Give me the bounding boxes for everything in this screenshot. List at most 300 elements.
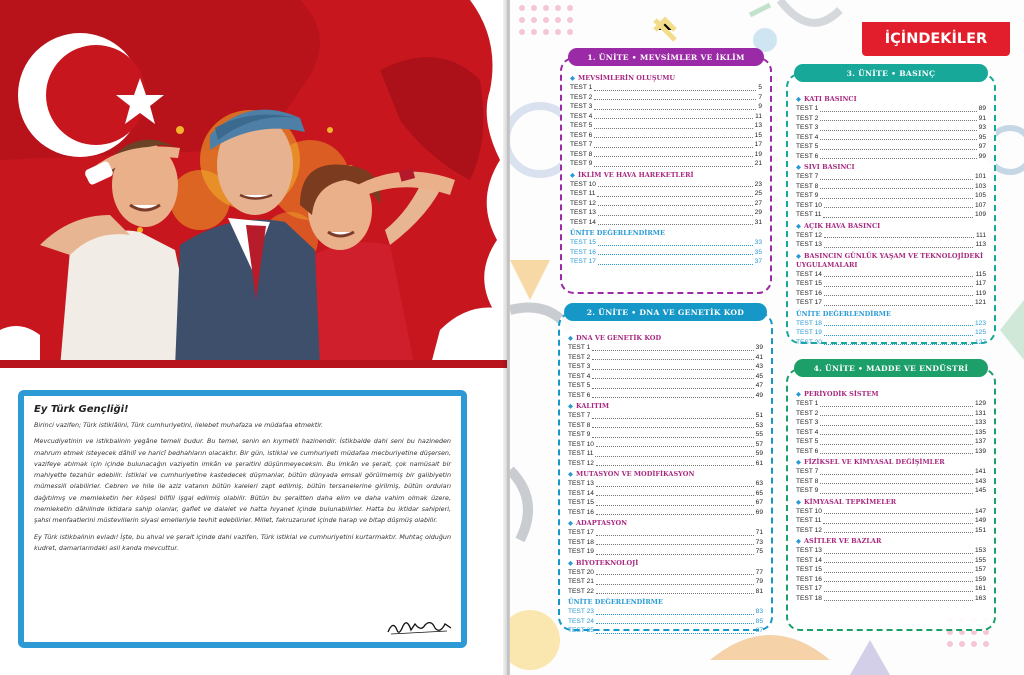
section-title-text: ÜNİTE DEĞERLENDİRME	[796, 309, 891, 318]
toc-entry[interactable]	[570, 140, 762, 150]
section-title	[570, 171, 762, 180]
dot-leader	[592, 388, 753, 389]
toc-entry[interactable]	[570, 150, 762, 160]
dot-leader	[592, 350, 753, 351]
page-number: 109	[974, 211, 986, 218]
toc-entry[interactable]	[796, 152, 986, 162]
page-number: 121	[974, 299, 986, 306]
toc-entry[interactable]	[568, 547, 763, 557]
toc-entry[interactable]	[796, 486, 986, 496]
page-number: 71	[755, 529, 763, 536]
test-label: TEST 2	[568, 353, 591, 361]
page-number: 131	[974, 409, 986, 417]
test-label: TEST 6	[796, 152, 819, 160]
dot-leader	[596, 574, 754, 575]
toc-entry[interactable]	[568, 498, 763, 508]
test-label: TEST 13	[568, 480, 594, 487]
dot-leader	[598, 205, 753, 206]
toc-entry[interactable]	[568, 372, 763, 382]
toc-entry[interactable]	[796, 428, 986, 438]
dot-leader	[820, 130, 976, 131]
toc-entry[interactable]	[568, 449, 763, 459]
page-number: 7	[758, 93, 762, 101]
dot-leader	[594, 137, 752, 138]
toc-entry[interactable]	[568, 459, 763, 469]
page-number: 93	[978, 124, 986, 131]
page-number: 59	[755, 450, 763, 457]
unit-3-block	[786, 64, 996, 344]
toc-entry[interactable]	[570, 93, 762, 103]
test-label: TEST 5	[570, 122, 593, 129]
page-number: 43	[755, 363, 763, 370]
page-number: 135	[974, 428, 986, 436]
toc-entry[interactable]	[570, 248, 762, 258]
toc-entry[interactable]	[796, 594, 986, 604]
toc-entry[interactable]	[796, 240, 986, 250]
page-number: 157	[974, 566, 986, 573]
test-label: TEST 15	[570, 239, 596, 246]
toc-entry[interactable]	[796, 279, 986, 289]
dot-leader	[820, 406, 973, 407]
speech-box	[18, 390, 467, 648]
unit-1-header: 1. ÜNİTE • MEVSİMLER VE İKLİM	[568, 48, 764, 66]
page-number: 65	[755, 489, 763, 497]
dot-leader	[824, 207, 973, 208]
test-label: TEST 2	[796, 409, 819, 417]
left-page	[0, 0, 507, 675]
dot-leader	[820, 158, 976, 159]
dot-leader	[594, 109, 756, 110]
section-title-text: AÇIK HAVA BASINCI	[804, 221, 881, 230]
toc-entry[interactable]	[796, 546, 986, 556]
page-number: 89	[978, 105, 986, 112]
test-label: TEST 18	[796, 319, 822, 327]
page-number: 119	[975, 289, 986, 297]
test-label: TEST 8	[570, 150, 593, 158]
dot-leader	[592, 437, 753, 438]
dot-leader	[820, 188, 973, 189]
test-label: TEST 2	[796, 114, 819, 122]
section-title	[568, 598, 763, 607]
page-number: 137	[974, 438, 986, 445]
dot-leader	[596, 544, 754, 545]
page-number: 99	[978, 152, 986, 160]
section-title	[796, 458, 986, 467]
dot-leader	[596, 495, 754, 496]
page-number: 101	[974, 173, 986, 180]
section-title-text: KİMYASAL TEPKİMELER	[804, 497, 897, 506]
diamond-bullet-icon: ◆	[568, 519, 573, 527]
section-title-text: BİYOTEKNOLOJİ	[576, 558, 639, 567]
toc-entry[interactable]	[796, 114, 986, 124]
test-label: TEST 8	[796, 182, 819, 190]
section-title	[568, 470, 763, 479]
toc-entry[interactable]	[796, 142, 986, 152]
dot-leader	[820, 139, 976, 140]
test-label: TEST 10	[796, 201, 822, 209]
diamond-bullet-icon: ◆	[568, 470, 573, 478]
toc-entry[interactable]	[568, 587, 763, 597]
toc-entry[interactable]	[570, 199, 762, 209]
page-number: 5	[758, 84, 762, 91]
toc-entry[interactable]	[570, 189, 762, 199]
dot-leader	[598, 254, 753, 255]
toc-entry[interactable]	[570, 218, 762, 228]
dot-leader	[820, 483, 973, 484]
toc-entry[interactable]	[570, 257, 762, 267]
dot-leader	[823, 217, 973, 218]
section-title	[796, 95, 986, 104]
test-label: TEST 24	[568, 617, 594, 625]
dot-leader	[824, 572, 973, 573]
dot-leader	[820, 149, 976, 150]
dot-leader	[596, 633, 754, 634]
toc-entry[interactable]	[796, 565, 986, 575]
page-number: 53	[755, 421, 763, 429]
test-label: TEST 6	[568, 391, 591, 399]
diamond-bullet-icon: ◆	[796, 221, 801, 230]
toc-entry[interactable]	[570, 112, 762, 122]
toc-entry[interactable]	[796, 575, 986, 585]
page-number: 115	[975, 270, 986, 278]
test-label: TEST 17	[796, 585, 822, 592]
section-title-text: ÜNİTE DEĞERLENDİRME	[568, 598, 663, 606]
dot-leader	[596, 593, 754, 594]
toc-entry[interactable]	[796, 328, 986, 338]
dot-leader	[824, 247, 974, 248]
test-label: TEST 1	[796, 400, 819, 407]
section-title	[568, 334, 763, 343]
diamond-bullet-icon: ◆	[796, 251, 801, 260]
page-number: 51	[755, 412, 763, 419]
test-label: TEST 15	[796, 280, 822, 287]
test-label: TEST 2	[570, 93, 593, 101]
section-title-text: İKLİM VE HAVA HAREKETLERİ	[578, 170, 694, 179]
test-label: TEST 3	[796, 124, 819, 131]
toc-entry[interactable]	[570, 238, 762, 248]
page-number: 91	[978, 114, 986, 122]
page-number: 31	[754, 218, 762, 226]
toc-entry[interactable]	[796, 210, 986, 220]
page-number: 21	[754, 160, 762, 167]
page-number: 113	[975, 241, 986, 248]
dot-leader	[820, 198, 973, 199]
page-number: 145	[974, 487, 986, 494]
diamond-bullet-icon: ◆	[796, 390, 801, 398]
test-label: TEST 14	[796, 270, 822, 278]
section-title-text: KATI BASINCI	[804, 95, 857, 103]
page-number: 161	[974, 585, 986, 592]
dot-leader	[596, 623, 754, 624]
test-label: TEST 6	[570, 131, 593, 139]
toc-entry[interactable]	[568, 479, 763, 489]
section-title	[796, 252, 986, 270]
toc-entry[interactable]	[796, 556, 986, 566]
unit-4-content	[796, 388, 986, 603]
toc-entry[interactable]	[796, 123, 986, 133]
section-title-text: ASİTLER VE BAZLAR	[804, 537, 882, 545]
toc-entry[interactable]	[796, 319, 986, 329]
toc-entry[interactable]	[568, 538, 763, 548]
section-title	[796, 310, 986, 319]
page-number: 83	[755, 608, 763, 615]
section-title-text: ÜNİTE DEĞERLENDİRME	[570, 229, 665, 237]
dot-leader	[594, 128, 752, 129]
toc-entry[interactable]	[796, 516, 986, 526]
dot-leader	[595, 456, 753, 457]
test-label: TEST 22	[568, 587, 594, 595]
test-label: TEST 8	[796, 477, 819, 485]
test-label: TEST 19	[796, 329, 822, 336]
dot-leader	[820, 453, 973, 454]
test-label: TEST 25	[568, 627, 594, 634]
toc-entry[interactable]	[796, 437, 986, 447]
dot-leader	[592, 418, 753, 419]
test-label: TEST 13	[570, 209, 596, 216]
unit-2-block	[558, 303, 773, 634]
toc-entry[interactable]	[568, 430, 763, 440]
page-number: 13	[754, 122, 762, 129]
page-number: 11	[755, 112, 762, 120]
dot-leader	[823, 523, 973, 524]
toc-entry[interactable]	[568, 607, 763, 617]
dot-leader	[596, 514, 754, 515]
section-title-text: SIVI BASINCI	[804, 163, 855, 171]
page-number: 35	[754, 248, 762, 256]
section-title-text: PERİYODİK SİSTEM	[804, 390, 879, 398]
toc-entry[interactable]	[568, 508, 763, 518]
section-title-text: KALITIM	[576, 402, 610, 410]
test-label: TEST 11	[570, 190, 596, 197]
toc-entry[interactable]	[796, 104, 986, 114]
diamond-bullet-icon: ◆	[568, 334, 573, 342]
test-label: TEST 10	[568, 440, 594, 448]
test-label: TEST 1	[570, 84, 593, 91]
toc-entry[interactable]	[568, 577, 763, 587]
test-label: TEST 5	[796, 143, 819, 150]
toc-entry[interactable]	[796, 399, 986, 409]
table-of-contents-title: İÇİNDEKİLER	[862, 22, 1010, 56]
page-number: 17	[754, 141, 762, 148]
section-title-text: BASINCIN GÜNLÜK YAŞAM VE TEKNOLOJİDEKİ UYGULAMALARI	[796, 251, 983, 269]
toc-entry[interactable]	[796, 467, 986, 477]
test-label: TEST 11	[796, 211, 822, 218]
toc-entry[interactable]	[796, 507, 986, 517]
dot-leader	[820, 493, 973, 494]
toc-entry[interactable]	[796, 270, 986, 280]
toc-entry[interactable]	[568, 626, 763, 636]
test-label: TEST 17	[570, 258, 596, 265]
test-label: TEST 14	[568, 489, 594, 497]
toc-entry[interactable]	[568, 411, 763, 421]
toc-entry[interactable]	[568, 528, 763, 538]
section-title-text: MEVSİMLERİN OLUŞUMU	[578, 74, 676, 82]
test-label: TEST 5	[796, 438, 819, 445]
section-title	[796, 537, 986, 546]
toc-entry[interactable]	[796, 338, 986, 348]
test-label: TEST 8	[568, 421, 591, 429]
toc-entry[interactable]	[570, 180, 762, 190]
page-number: 123	[974, 319, 986, 327]
toc-entry[interactable]	[796, 289, 986, 299]
speech-paragraph: Ey Türk istikbalinin evladı! İşte, bu ahval ve şerait içinde dahi vazifen, Türk istiklal ve cumhuriyetini kurtarmaktır. Muhtaç olduğun kudret, damarlarındaki asil kanda mevcuttur.	[34, 532, 451, 552]
toc-entry[interactable]	[568, 343, 763, 353]
toc-entry[interactable]	[796, 133, 986, 143]
page-number: 159	[974, 575, 986, 583]
dot-leader	[594, 156, 752, 157]
page-number: 67	[755, 499, 763, 506]
dot-leader	[824, 335, 973, 336]
page-number: 103	[974, 182, 986, 190]
diamond-bullet-icon: ◆	[796, 163, 801, 171]
dot-leader	[824, 591, 973, 592]
test-label: TEST 1	[568, 344, 591, 351]
dot-leader	[820, 444, 973, 445]
dot-leader	[594, 166, 752, 167]
dot-leader	[824, 513, 973, 514]
dot-leader	[824, 562, 973, 563]
page-number: 45	[755, 372, 763, 380]
section-title-text: FİZİKSEL VE KİMYASAL DEĞİŞİMLER	[804, 458, 945, 466]
test-label: TEST 10	[570, 180, 596, 188]
dot-leader	[596, 446, 754, 447]
test-label: TEST 9	[570, 160, 593, 167]
page-number: 85	[755, 617, 763, 625]
section-title	[796, 163, 986, 172]
toc-entry[interactable]	[568, 617, 763, 627]
dot-leader	[820, 434, 973, 435]
unit-3-header: 3. ÜNİTE • BASINÇ	[794, 64, 988, 82]
dot-leader	[598, 264, 753, 265]
dot-leader	[594, 147, 752, 148]
dot-leader	[597, 196, 752, 197]
toc-entry[interactable]	[796, 477, 986, 487]
page-number: 23	[754, 180, 762, 188]
toc-entry[interactable]	[796, 191, 986, 201]
test-label: TEST 12	[796, 526, 822, 534]
toc-entry[interactable]	[796, 447, 986, 457]
test-label: TEST 19	[568, 548, 594, 555]
page-number: 15	[754, 131, 762, 139]
test-label: TEST 20	[568, 568, 594, 576]
dot-leader	[592, 427, 753, 428]
dot-leader	[824, 276, 974, 277]
toc-entry[interactable]	[568, 568, 763, 578]
test-label: TEST 3	[568, 363, 591, 370]
test-label: TEST 14	[570, 218, 596, 226]
dot-leader	[596, 486, 754, 487]
toc-entry[interactable]	[796, 201, 986, 211]
dot-leader	[820, 111, 976, 112]
section-title	[796, 390, 986, 399]
toc-entry[interactable]	[568, 362, 763, 372]
dot-leader	[594, 99, 756, 100]
page-number: 163	[974, 594, 986, 602]
page-number: 79	[755, 578, 763, 585]
toc-entry[interactable]	[570, 159, 762, 169]
toc-entry[interactable]	[796, 182, 986, 192]
dot-leader	[598, 224, 753, 225]
toc-entry[interactable]	[796, 231, 986, 241]
unit-2-content	[568, 332, 763, 636]
unit-1-block	[560, 48, 772, 294]
toc-entry[interactable]	[568, 381, 763, 391]
dot-leader	[596, 535, 754, 536]
page-number: 133	[974, 419, 986, 426]
toc-entry[interactable]	[568, 391, 763, 401]
page-number: 127	[974, 338, 986, 346]
page-number: 95	[978, 133, 986, 141]
toc-entry[interactable]	[570, 121, 762, 131]
toc-entry[interactable]	[796, 409, 986, 419]
toc-entry[interactable]	[796, 526, 986, 536]
unit-3-content	[796, 93, 986, 347]
toc-entry[interactable]	[570, 131, 762, 141]
page-number: 41	[755, 353, 763, 361]
dot-leader	[820, 120, 976, 121]
toc-entry[interactable]	[570, 83, 762, 93]
test-label: TEST 12	[570, 199, 596, 207]
toc-entry[interactable]	[568, 489, 763, 499]
dot-leader	[820, 415, 973, 416]
dot-leader	[824, 286, 974, 287]
unit-1-content	[570, 72, 762, 267]
test-label: TEST 9	[796, 192, 819, 199]
page-number: 49	[755, 391, 763, 399]
test-label: TEST 4	[796, 133, 819, 141]
toc-entry[interactable]	[570, 102, 762, 112]
dot-leader	[598, 186, 753, 187]
test-label: TEST 11	[796, 517, 822, 524]
toc-entry[interactable]	[568, 353, 763, 363]
page-number: 151	[974, 526, 986, 534]
page-number: 97	[978, 143, 986, 150]
diamond-bullet-icon: ◆	[570, 170, 575, 179]
toc-entry[interactable]	[568, 440, 763, 450]
dot-leader	[824, 553, 973, 554]
page-number: 81	[755, 587, 763, 595]
toc-entry[interactable]	[570, 208, 762, 218]
dot-leader	[592, 359, 753, 360]
test-label: TEST 5	[568, 382, 591, 389]
section-title-text: ADAPTASYON	[576, 519, 628, 527]
test-label: TEST 12	[568, 459, 594, 467]
toc-entry[interactable]	[796, 172, 986, 182]
test-label: TEST 15	[796, 566, 822, 573]
diamond-bullet-icon: ◆	[568, 402, 573, 410]
diamond-bullet-icon: ◆	[796, 537, 801, 545]
dot-leader	[598, 215, 753, 216]
page-number: 77	[755, 568, 763, 576]
dot-leader	[594, 90, 756, 91]
toc-entry[interactable]	[796, 584, 986, 594]
page-number: 111	[975, 231, 986, 239]
toc-entry[interactable]	[796, 418, 986, 428]
dot-leader	[824, 295, 974, 296]
test-label: TEST 12	[796, 231, 822, 239]
test-label: TEST 7	[796, 173, 819, 180]
toc-entry[interactable]	[568, 421, 763, 431]
dot-leader	[824, 600, 973, 601]
page-number: 47	[755, 382, 763, 389]
page-number: 73	[755, 538, 763, 546]
test-label: TEST 10	[796, 507, 822, 515]
section-title	[568, 402, 763, 411]
page-number: 39	[755, 344, 763, 351]
page-number: 155	[974, 556, 986, 564]
dot-leader	[824, 532, 973, 533]
toc-entry[interactable]	[796, 298, 986, 308]
